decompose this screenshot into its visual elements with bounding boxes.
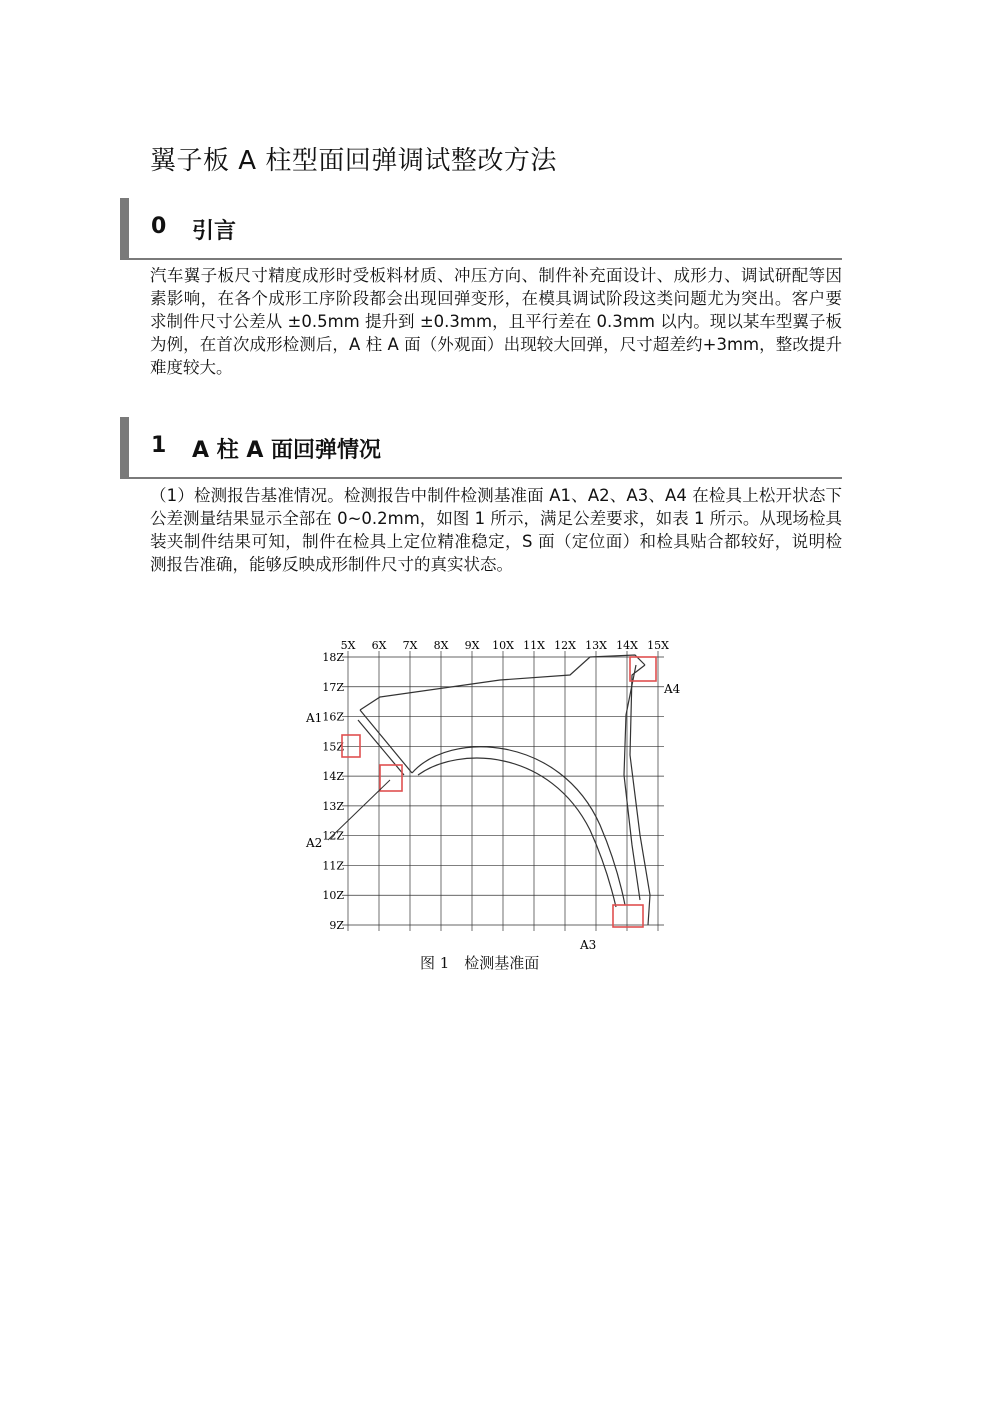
figure-caption: 图 1 检测基准面 bbox=[420, 954, 540, 972]
x-tick-label: 11X bbox=[523, 639, 545, 652]
heading-bar bbox=[120, 417, 129, 479]
section-paragraph-1: （1）检测报告基准情况。检测报告中制件检测基准面 A1、A2、A3、A4 在检具上松开状态下公差测量结果显示全部在 0~0.2mm，如图 1 所示，满足公差要求，如表 1 所示。从现场检具装夹制件结果可知，制件在检具上定位精准稳定，S 面（定位面）和检具贴合都较好，说明检测报告准确，能够反映成形制件尺寸的真实状态。 bbox=[150, 486, 842, 574]
z-tick-label: 9Z bbox=[329, 919, 344, 932]
z-tick-label: 14Z bbox=[322, 770, 344, 784]
page-title: 翼子板 A 柱型面回弹调试整改方法 bbox=[150, 146, 557, 176]
x-tick-label: 13X bbox=[585, 639, 607, 652]
x-tick-label: 9X bbox=[464, 639, 480, 652]
section-title: A 柱 A 面回弹情况 bbox=[192, 438, 382, 463]
datum-label-a1: A1 bbox=[306, 711, 323, 725]
z-tick-label: 12Z bbox=[322, 829, 344, 843]
datum-boxes bbox=[342, 657, 656, 927]
x-tick-label: 10X bbox=[492, 639, 514, 652]
z-tick-label: 15Z bbox=[322, 740, 344, 754]
section-paragraph-0: 汽车翼子板尺寸精度成形时受板料材质、冲压方向、制件补充面设计、成形力、调试研配等因素影响，在各个成形工序阶段都会出现回弹变形，在模具调试阶段这类问题尤为突出。客户要求制件尺寸公差从 ±0.5mm 提升到 ±0.3mm，且平行差在 0.3mm 以内。现以某车型翼子板为例，在首次成形检测后，A 柱 A 面（外观面）出现较大回弹，尺寸超差约+3mm，整改提升难度较大。 bbox=[150, 266, 842, 377]
x-tick-label: 14X bbox=[616, 639, 638, 652]
x-tick-label: 15X bbox=[647, 639, 669, 652]
section-number: 0 bbox=[151, 214, 167, 239]
section-number: 1 bbox=[151, 433, 167, 458]
x-tick-label: 6X bbox=[371, 639, 387, 652]
heading-underline bbox=[120, 477, 842, 479]
z-tick-label: 10Z bbox=[322, 889, 344, 903]
section-title: 引言 bbox=[192, 219, 237, 244]
datum-label-a3: A3 bbox=[580, 938, 597, 952]
x-tick-label: 7X bbox=[402, 639, 418, 652]
x-tick-label: 8X bbox=[433, 639, 449, 652]
z-tick-label: 16Z bbox=[322, 710, 344, 724]
datum-label-a2: A2 bbox=[306, 836, 323, 850]
z-tick-label: 13Z bbox=[322, 799, 344, 813]
datum-label-a4: A4 bbox=[664, 682, 681, 696]
figure-z-labels bbox=[322, 651, 344, 932]
x-tick-label: 12X bbox=[554, 639, 576, 652]
heading-underline bbox=[120, 258, 842, 260]
figure-x-labels bbox=[341, 639, 670, 652]
z-tick-label: 18Z bbox=[322, 651, 344, 664]
z-tick-label: 11Z bbox=[322, 859, 344, 873]
inspection-datum-figure bbox=[300, 625, 700, 975]
x-tick-label: 5X bbox=[340, 639, 356, 652]
heading-bar bbox=[120, 198, 129, 260]
section-heading-1 bbox=[120, 417, 842, 479]
z-tick-label: 17Z bbox=[322, 680, 344, 694]
section-heading-0 bbox=[120, 198, 842, 260]
